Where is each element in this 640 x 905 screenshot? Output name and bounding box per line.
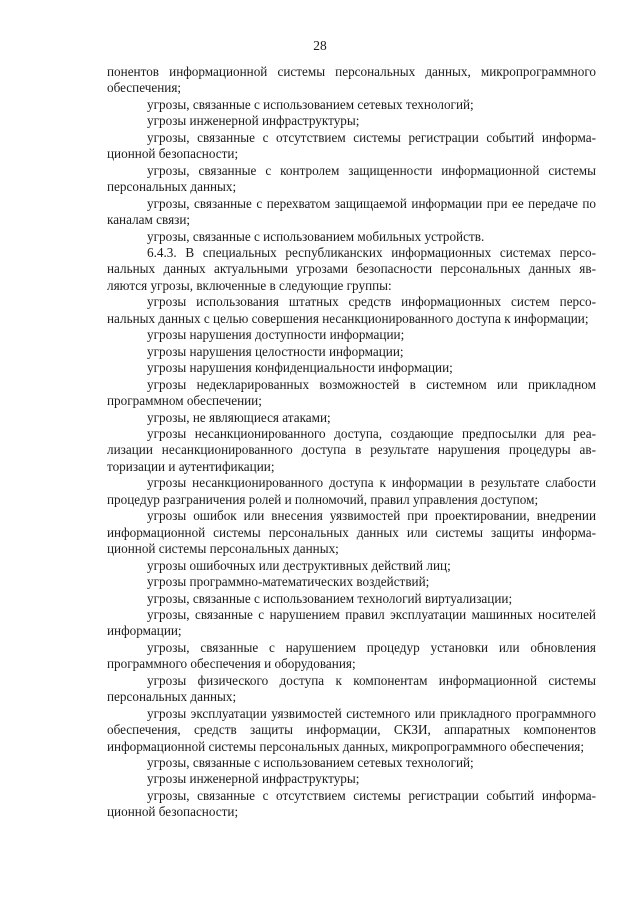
paragraph: угрозы, связанные с использованием сетевых технологий; [147,755,474,771]
paragraph: угрозы, связанные с контролем защищенности информационной системы персональных данных; [107,162,596,195]
paragraph: угрозы нарушения целостности информации; [147,343,404,359]
paragraph: угрозы нарушения конфиденциальности информации; [147,360,453,376]
paragraph: угрозы несанкционированного доступа, создающие предпосылки для реализации несанкционированного доступа в результате нарушения процедуры авторизации и аутентификации; [107,425,596,474]
paragraph: угрозы физического доступа к компонентам информационной системы персональных данных; [107,672,596,705]
paragraph: угрозы ошибочных или деструктивных действий лиц; [147,557,451,573]
paragraph: угрозы ошибок или внесения уязвимостей при проектировании, внедрении информационной системы персональных данных или системы защиты информационной системы персональных данных; [107,508,596,557]
paragraph: угрозы недекларированных возможностей в системном или прикладном программном обеспечении; [107,376,596,409]
paragraph: понентов информационной системы персональных данных, микропрограммного обеспечения; [107,64,596,96]
page-number: 28 [313,38,327,53]
paragraph: угрозы, не являющиеся атаками; [147,409,331,425]
paragraph: угрозы, связанные с нарушением правил эксплуатации машинных носителей информации; [107,606,596,639]
paragraph: угрозы, связанные с использованием технологий виртуализации; [147,590,513,606]
paragraph: угрозы инженерной инфраструктуры; [147,113,360,129]
paragraph: угрозы несанкционированного доступа к информации в результате слабости процедур разграничения ролей и полномочий, правил управления доступом; [107,475,596,507]
paragraph: угрозы использования штатных средств информационных систем персональных данных с целью совершения несанкционированного доступа к информации; [107,294,596,326]
paragraph: угрозы, связанные с перехватом защищаемой информации при ее передаче по каналам связи; [107,195,596,228]
document-body [107,64,596,821]
paragraph: угрозы инженерной инфраструктуры; [147,771,360,787]
paragraph: угрозы, связанные с использованием сетевых технологий; [147,96,474,112]
paragraph: угрозы эксплуатации уязвимостей системного или прикладного программного обеспечения, средств защиты информации, СКЗИ, аппаратных компонентов информационной системы персональных данных, микропрограммного обеспечения; [107,705,596,754]
paragraph: угрозы, связанные с использованием мобильных устройств. [147,228,485,244]
paragraph: угрозы, связанные с отсутствием системы регистрации событий информационной безопасности; [107,129,596,162]
paragraph: угрозы программно-математических воздействий; [147,574,430,590]
paragraph: 6.4.3. В специальных республиканских информационных системах персональных данных актуальными угрозами безопасности персональных данных являются угрозы, включенные в следующие группы: [107,244,596,293]
paragraph: угрозы нарушения доступности информации; [147,327,405,343]
paragraph: угрозы, связанные с нарушением процедур установки или обновления программного обеспечения и оборудования; [107,639,596,672]
paragraph: угрозы, связанные с отсутствием системы регистрации событий информационной безопасности; [107,787,596,820]
